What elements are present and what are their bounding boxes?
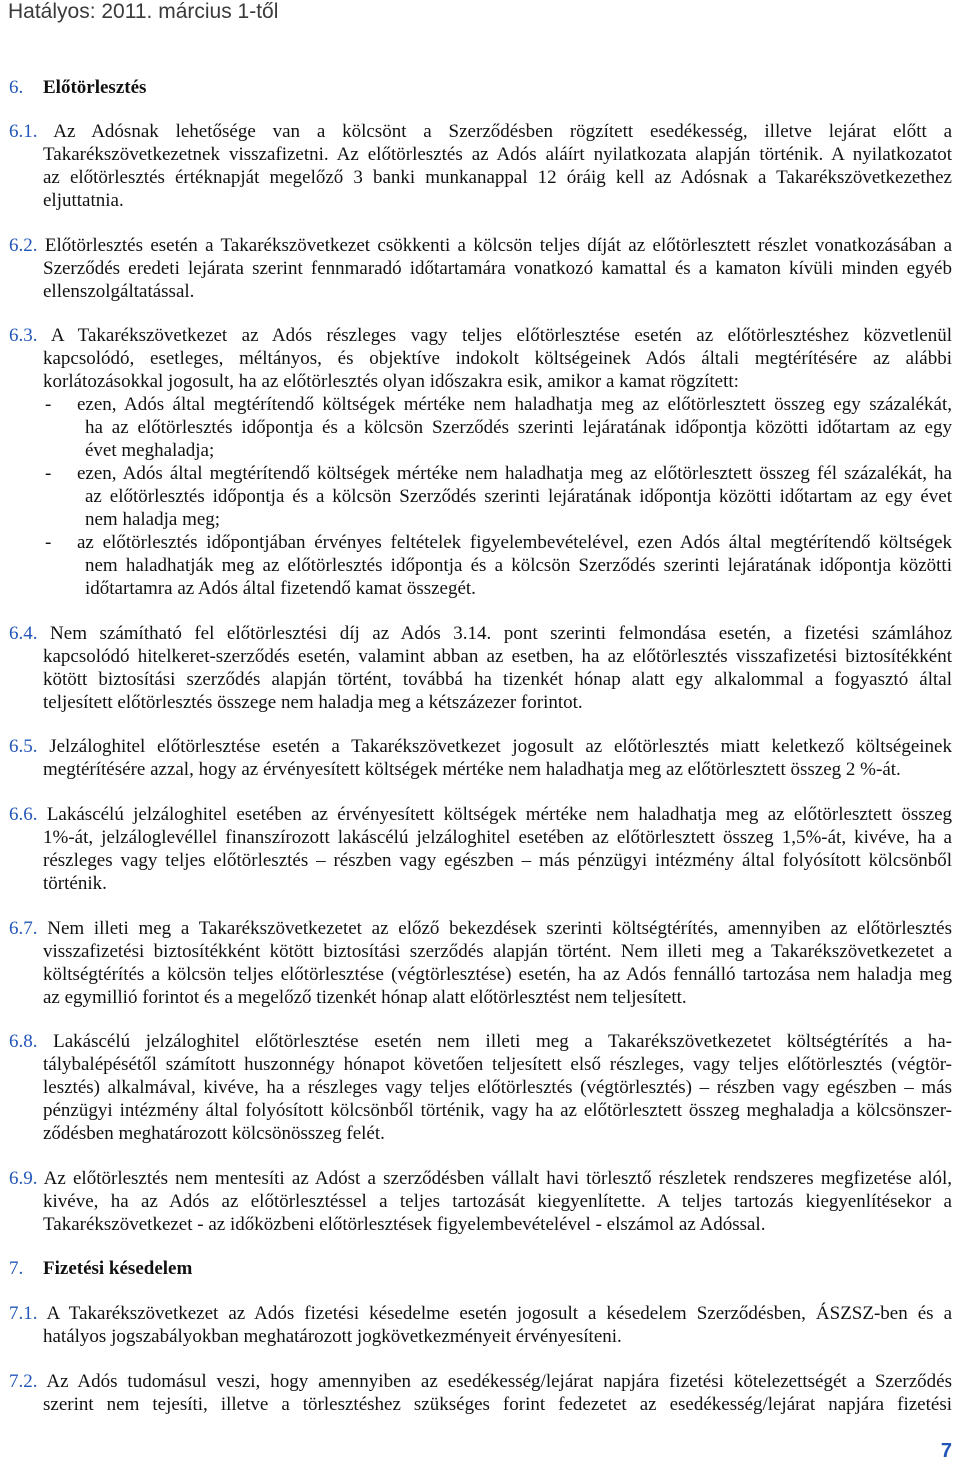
clause-7-2 [0, 1370, 960, 1416]
bullet-line: ha az előtörlesztés időpontja és a kölcsön Szerződés szerinti lejáratának időpontja közötti időtartam az egy [85, 417, 952, 439]
bullet-line: nem haladhatják meg az előtörlesztés időpontja és a kölcsön Szerződés szerinti lejáratának időpontja közötti [85, 555, 952, 577]
clause-line: Takarékszövetkezet - az időközbeni előtörlesztések figyelembevételével - elszámol az Adóssal. [43, 1213, 766, 1235]
clause-6-2 [0, 234, 960, 303]
clause-first-line [0, 622, 960, 645]
clause-text: A Takarékszövetkezet az Adós fizetési késedelme esetén jogosult a késedelem Szerződésben, ÁSZSZ-ben és a [46, 1303, 953, 1325]
clause-line: Szerződés eredeti lejárata szerint fennmaradó időtartamára vonatkozó kamattal és a kamaton kívüli minden egyéb [43, 257, 952, 279]
document-body [0, 76, 960, 1416]
clause-line: kapcsolódó, esetleges, méltányos, és objektíve indokolt költségeinek Adós általi megtérítésére az alábbi [43, 348, 952, 370]
clause-line: Takarékszövetkezetnek visszafizetni. Az előtörlesztés az Adós aláírt nyilatkozata alapján történik. A nyilatkozatot [43, 144, 952, 166]
clause-first-line [0, 1302, 960, 1325]
clause-line: pénzügyi intézmény által folyósított kölcsönből történik, vagy ha az előtörlesztett összeg meghaladja a kölcsönszer- [43, 1100, 952, 1122]
clause-number: 6.1. [9, 121, 38, 143]
clause-first-line [0, 1030, 960, 1053]
clause-6-3 [0, 324, 960, 600]
clause-line: ellenszolgáltatással. [43, 280, 195, 302]
clause-line: tálybalépésétől számított huszonnégy hónapot követően teljesített első részleges, vagy teljes előtörlesztés (végtör- [43, 1054, 952, 1076]
clause-6-7 [0, 917, 960, 1009]
clause-line: 1%-át, jelzáloglevéllel finanszírozott lakáscélú jelzáloghitel esetében az előtörlesztett összeg 1,5%-át, kivéve, ha a [43, 827, 952, 849]
clause-first-line [0, 234, 960, 257]
section-title: Fizetési késedelem [43, 1258, 193, 1280]
bullet-text: ezen, Adós által megtérítendő költségek mértéke nem haladhatja meg az előtörlesztett összeg fél százalékát, ha [77, 463, 952, 485]
clause-text: Lakáscélú jelzáloghitel előtörlesztése esetén nem illeti meg a Takarékszövetkezetet költségtérítés a ha- [53, 1031, 952, 1053]
bullet-line: évet meghaladja; [85, 440, 215, 462]
clause-line: részleges vagy teljes előtörlesztés – részben vagy egészben – más pénzügyi intézmény által folyósított kölcsönből [43, 850, 952, 872]
effective-date-header: Hatályos: 2011. március 1-től [8, 0, 279, 23]
clause-6-6 [0, 803, 960, 895]
clause-number: 6.8. [9, 1031, 38, 1053]
clause-number: 7.1. [9, 1303, 38, 1325]
section-title: Előtörlesztés [43, 76, 147, 98]
clause-text: Az előtörlesztés nem mentesíti az Adóst a szerződésben vállalt havi törlesztő részletek rendszeres megfizetése alól, [43, 1167, 953, 1189]
clause-first-line [0, 120, 960, 143]
clause-text: Előtörlesztés esetén a Takarékszövetkezet csökkenti a kölcsön teljes díját az előtörlesztett részlet vonatkozásában a [44, 234, 952, 256]
clause-line: korlátozásokkal jogosult, ha az előtörlesztés olyan időszakra esik, amikor a kamat rögzített: [43, 371, 739, 393]
clause-text: Nem számítható fel előtörlesztési díj az Adós 3.14. pont szerinti felmondása esetén, a fizetési számlához [50, 622, 953, 644]
clause-number: 7.2. [9, 1370, 38, 1392]
clause-first-line [0, 917, 960, 940]
bullet-dash: - [45, 532, 52, 554]
section-heading-7 [0, 1257, 960, 1280]
bullet-dash: - [45, 463, 52, 485]
clause-text: Az Adósnak lehetősége van a kölcsönt a Szerződésben rögzített esedékesség, illetve lejárat előtt a [53, 121, 953, 143]
bullet-line: időtartamra az Adós által fizetendő kamat összegét. [85, 578, 476, 600]
bullet-text: az előtörlesztés időpontjában érvényes feltételek figyelembevételével, ezen Adós által megtérítendő költségek [77, 532, 952, 554]
clause-number: 6.6. [9, 804, 38, 826]
clause-number: 6.7. [9, 917, 38, 939]
clause-text: Jelzáloghitel előtörlesztése esetén a Takarékszövetkezet jogosult az előtörlesztés miatt keletkező költségeinek [49, 736, 952, 758]
clause-6-8 [0, 1030, 960, 1145]
section-number: 7. [9, 1258, 24, 1280]
clause-line: eljuttatnia. [43, 190, 124, 212]
bullet-line: az előtörlesztés időpontja és a kölcsön Szerződés szerinti lejáratának időpontja közötti időtartam az egy évet [85, 486, 952, 508]
clause-line: kötött biztosítási szerződés alapján történt, továbbá ha tizenkét hónap alatt egy alkalommal a fogyasztó által [43, 668, 952, 690]
clause-first-line [0, 1167, 960, 1190]
page-number: 7 [940, 1440, 952, 1462]
clause-line: kivéve, ha az Adós az előtörlesztéssel a teljes tartozását kiegyenlítette. A teljes tartozás kiegyenlítésekor a [43, 1190, 952, 1212]
clause-line: lesztés) alkalmával, kivéve, ha a részleges vagy teljes előtörlesztés (végtörlesztés) – részben vagy egészben – más [43, 1077, 952, 1099]
clause-line: visszafizetési biztosítékként kötött biztosítási szerződés alapján történt. Nem illeti meg a Takarékszövetkezetet a [43, 940, 952, 962]
clause-number: 6.9. [9, 1167, 38, 1189]
clause-line: megtérítésére azzal, hogy az érvényesített költségek mértéke nem haladhatja meg az előtörlesztett összeg 2 %-át. [43, 759, 901, 781]
clause-text: Az Adós tudomásul veszi, hogy amennyiben az esedékesség/lejárat napjára fizetési kötelezettségét a Szerződés [46, 1370, 952, 1392]
clause-line: szerint nem tejesíti, illetve a törlesztéshez szükséges forint fedezetet az esedékesség/lejárat napjára fizetési [43, 1393, 952, 1415]
bullet-dash: - [45, 394, 52, 416]
clause-first-line [0, 735, 960, 758]
clause-line: az egymillió forintot és a megelőző tizenkét hónap alatt előtörlesztést nem teljesített. [43, 986, 687, 1008]
clause-line: hatályos jogszabályokban meghatározott jogkövetkezményeit érvényesíteni. [43, 1326, 622, 1348]
clause-first-line [0, 803, 960, 826]
clause-line: kapcsolódó hitelkeret-szerződés esetén, valamint abban az esetben, ha az előtörlesztés visszafizetési biztosítékként [43, 645, 952, 667]
clause-number: 6.3. [9, 325, 38, 347]
clause-line: teljesített előtörlesztés összege nem haladja meg a kétszázezer forintot. [43, 691, 583, 713]
clause-text: Nem illeti meg a Takarékszövetkezetet az előző bekezdések szerinti költségtérítés, amennyiben az előtörlesztés [47, 917, 952, 939]
section-number: 6. [9, 76, 24, 98]
bullet-text: ezen, Adós által megtérítendő költségek mértéke nem haladhatja meg az előtörlesztett összeg egy százalékát, [77, 394, 952, 416]
clause-6-4 [0, 622, 960, 714]
clause-line: történik. [43, 873, 107, 895]
clause-line: az előtörlesztés értéknapját megelőző 3 banki munkanappal 12 óráig kell az Adósnak a Takarékszövetkezethez [43, 167, 952, 189]
clause-6-5 [0, 735, 960, 781]
section-heading-6 [0, 76, 960, 99]
clause-number: 6.5. [9, 736, 38, 758]
bullet-item-1 [0, 393, 960, 416]
bullet-item-2 [0, 462, 960, 485]
clause-6-1 [0, 120, 960, 212]
clause-first-line [0, 324, 960, 347]
clause-text: A Takarékszövetkezet az Adós részleges vagy teljes előtörlesztése esetén az előtörlesztéshez közvetlenül [50, 325, 952, 347]
clause-6-9 [0, 1167, 960, 1236]
clause-first-line [0, 1370, 960, 1393]
bullet-line: nem haladja meg; [85, 509, 221, 531]
clause-line: ződésben meghatározott kölcsönösszeg felét. [43, 1123, 385, 1145]
bullet-item-3 [0, 531, 960, 554]
clause-7-1 [0, 1302, 960, 1348]
clause-line: költségtérítés a kölcsön teljes előtörlesztése (végtörlesztése) esetén, ha az Adós fennálló tartozása nem haladja meg [43, 963, 952, 985]
clause-text: Lakáscélú jelzáloghitel esetében az érvényesített költségek mértéke nem haladhatja meg az előtörlesztett összeg [46, 804, 953, 826]
clause-number: 6.2. [9, 234, 38, 256]
clause-number: 6.4. [9, 622, 38, 644]
